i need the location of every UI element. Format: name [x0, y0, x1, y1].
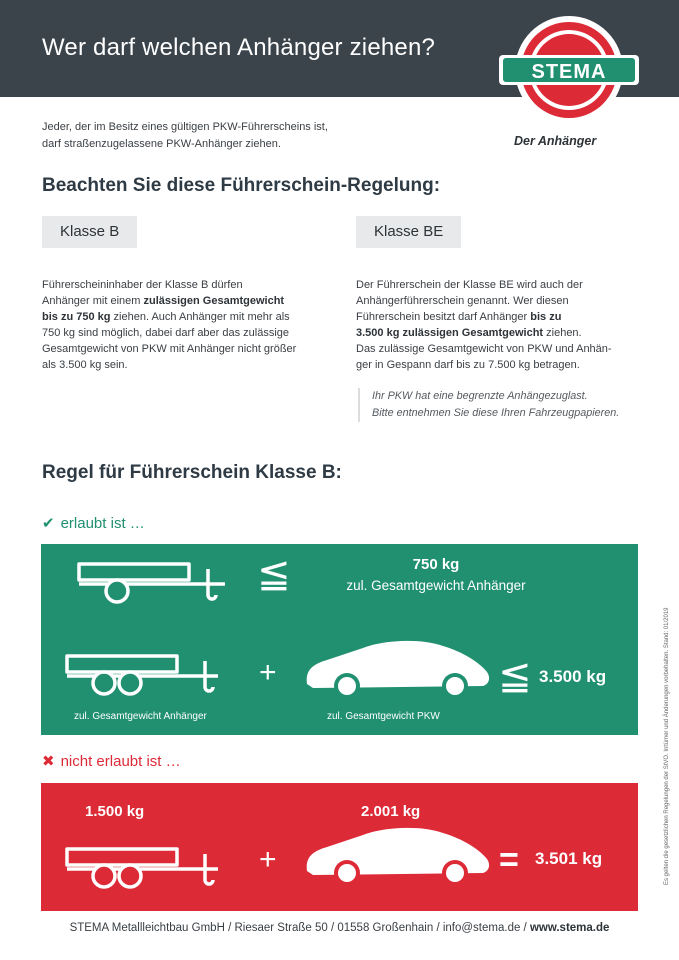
text-span: Führerschein besitzt darf Anhänger: [356, 311, 531, 323]
text-line: Führerscheininhaber der Klasse B dürfen: [42, 279, 243, 291]
page-title: Wer darf welchen Anhänger ziehen?: [42, 34, 436, 61]
note-line: Bitte entnehmen Sie diese Ihren Fahrzeugpapieren.: [372, 407, 620, 419]
text-bold: bis zu 750 kg: [42, 311, 111, 323]
car-icon: [303, 825, 493, 890]
text-bold: bis zu: [530, 311, 562, 323]
trailer-weight: 1.500 kg: [85, 803, 145, 820]
class-b-tag: Klasse B: [42, 216, 137, 248]
text-line: Der Führerschein der Klasse BE wird auch der: [356, 279, 583, 291]
intro-line: Jeder, der im Besitz eines gültigen PKW-Führerscheins ist,: [42, 121, 328, 133]
note-line: Ihr PKW hat eine begrenzte Anhängezuglast.: [372, 390, 588, 402]
text-span: ziehen. Auch Anhänger mit mehr als: [110, 311, 290, 323]
text-line: ger in Gespann darf bis zu 7.500 kg betragen.: [356, 359, 580, 371]
text-line: [42, 309, 296, 325]
trailer-weight-limit: 750 kg: [412, 556, 460, 573]
footer-website-link[interactable]: www.stema.de: [529, 922, 610, 934]
text-span: Anhänger mit einem: [42, 295, 144, 307]
cross-icon: ✖: [42, 753, 55, 770]
rules-section-title: Beachten Sie diese Führerschein-Regelung:: [42, 175, 441, 196]
intro-text: [42, 119, 328, 153]
brand-tagline: Der Anhänger: [514, 134, 597, 148]
class-b-description: [42, 277, 296, 373]
rule-b-title: Regel für Führerschein Klasse B:: [42, 462, 342, 483]
intro-line: darf straßenzugelassene PKW-Anhänger ziehen.: [42, 138, 281, 150]
check-icon: ✔: [42, 515, 55, 532]
allowed-label: erlaubt ist …: [60, 515, 145, 532]
not-allowed-heading: [42, 752, 181, 770]
not-allowed-panel: [41, 783, 638, 911]
car-weight: 2.001 kg: [361, 803, 421, 820]
not-allowed-label: nicht erlaubt ist …: [60, 753, 181, 770]
text-line: [356, 325, 612, 341]
text-span: ziehen.: [543, 327, 582, 339]
side-note-text: Es gelten die gesetzlichen Regelungen der StVO. Irrtümer und Änderungen vorbehalten. Stand: 01/2019: [664, 607, 670, 885]
less-equal-symbol: ≦: [257, 552, 291, 596]
combined-weight-limit: 3.500 kg: [539, 667, 607, 686]
trailer-double-axle-icon: [63, 845, 228, 895]
stema-logo: [497, 14, 641, 126]
plus-symbol: +: [259, 843, 277, 876]
car-icon: [303, 638, 493, 703]
car-caption: zul. Gesamtgewicht PKW: [327, 711, 440, 722]
text-line: als 3.500 kg sein.: [42, 359, 128, 371]
logo-text: STEMA: [531, 61, 607, 83]
text-line: [356, 309, 612, 325]
footer: [0, 922, 679, 934]
text-bold: zulässigen Gesamtgewicht: [143, 295, 285, 307]
allowed-panel: [41, 544, 638, 735]
class-be-description: [356, 277, 612, 373]
trailer-caption: zul. Gesamtgewicht Anhänger: [74, 711, 207, 722]
equals-symbol: =: [499, 841, 519, 879]
class-be-tag: Klasse BE: [356, 216, 461, 248]
footer-company: STEMA Metallleichtbau GmbH / Riesaer Straße 50 / 01558 Großenhain / info@stema.de /: [69, 922, 530, 934]
trailer-single-axle-icon: [75, 560, 235, 610]
trailer-double-axle-icon: [63, 652, 228, 702]
allowed-heading: [42, 514, 145, 532]
trailer-weight-caption: zul. Gesamtgewicht Anhänger: [346, 578, 526, 593]
text-line: Anhängerführerschein genannt. Wer diesen: [356, 295, 569, 307]
text-line: Das zulässige Gesamtgewicht von PKW und Anhän-: [356, 343, 612, 355]
text-line: Gesamtgewicht von PKW mit Anhänger nicht größer: [42, 343, 297, 355]
less-equal-symbol: ≦: [498, 654, 532, 698]
plus-symbol: +: [259, 656, 277, 689]
text-line: [42, 293, 296, 309]
text-line: 750 kg sind möglich, dabei darf aber das zulässige: [42, 327, 290, 339]
text-bold: 3.500 kg zulässigen Gesamtgewicht: [356, 327, 544, 339]
towing-capacity-note: [358, 388, 619, 422]
legal-side-note: [664, 545, 674, 885]
total-weight: 3.501 kg: [535, 849, 603, 868]
